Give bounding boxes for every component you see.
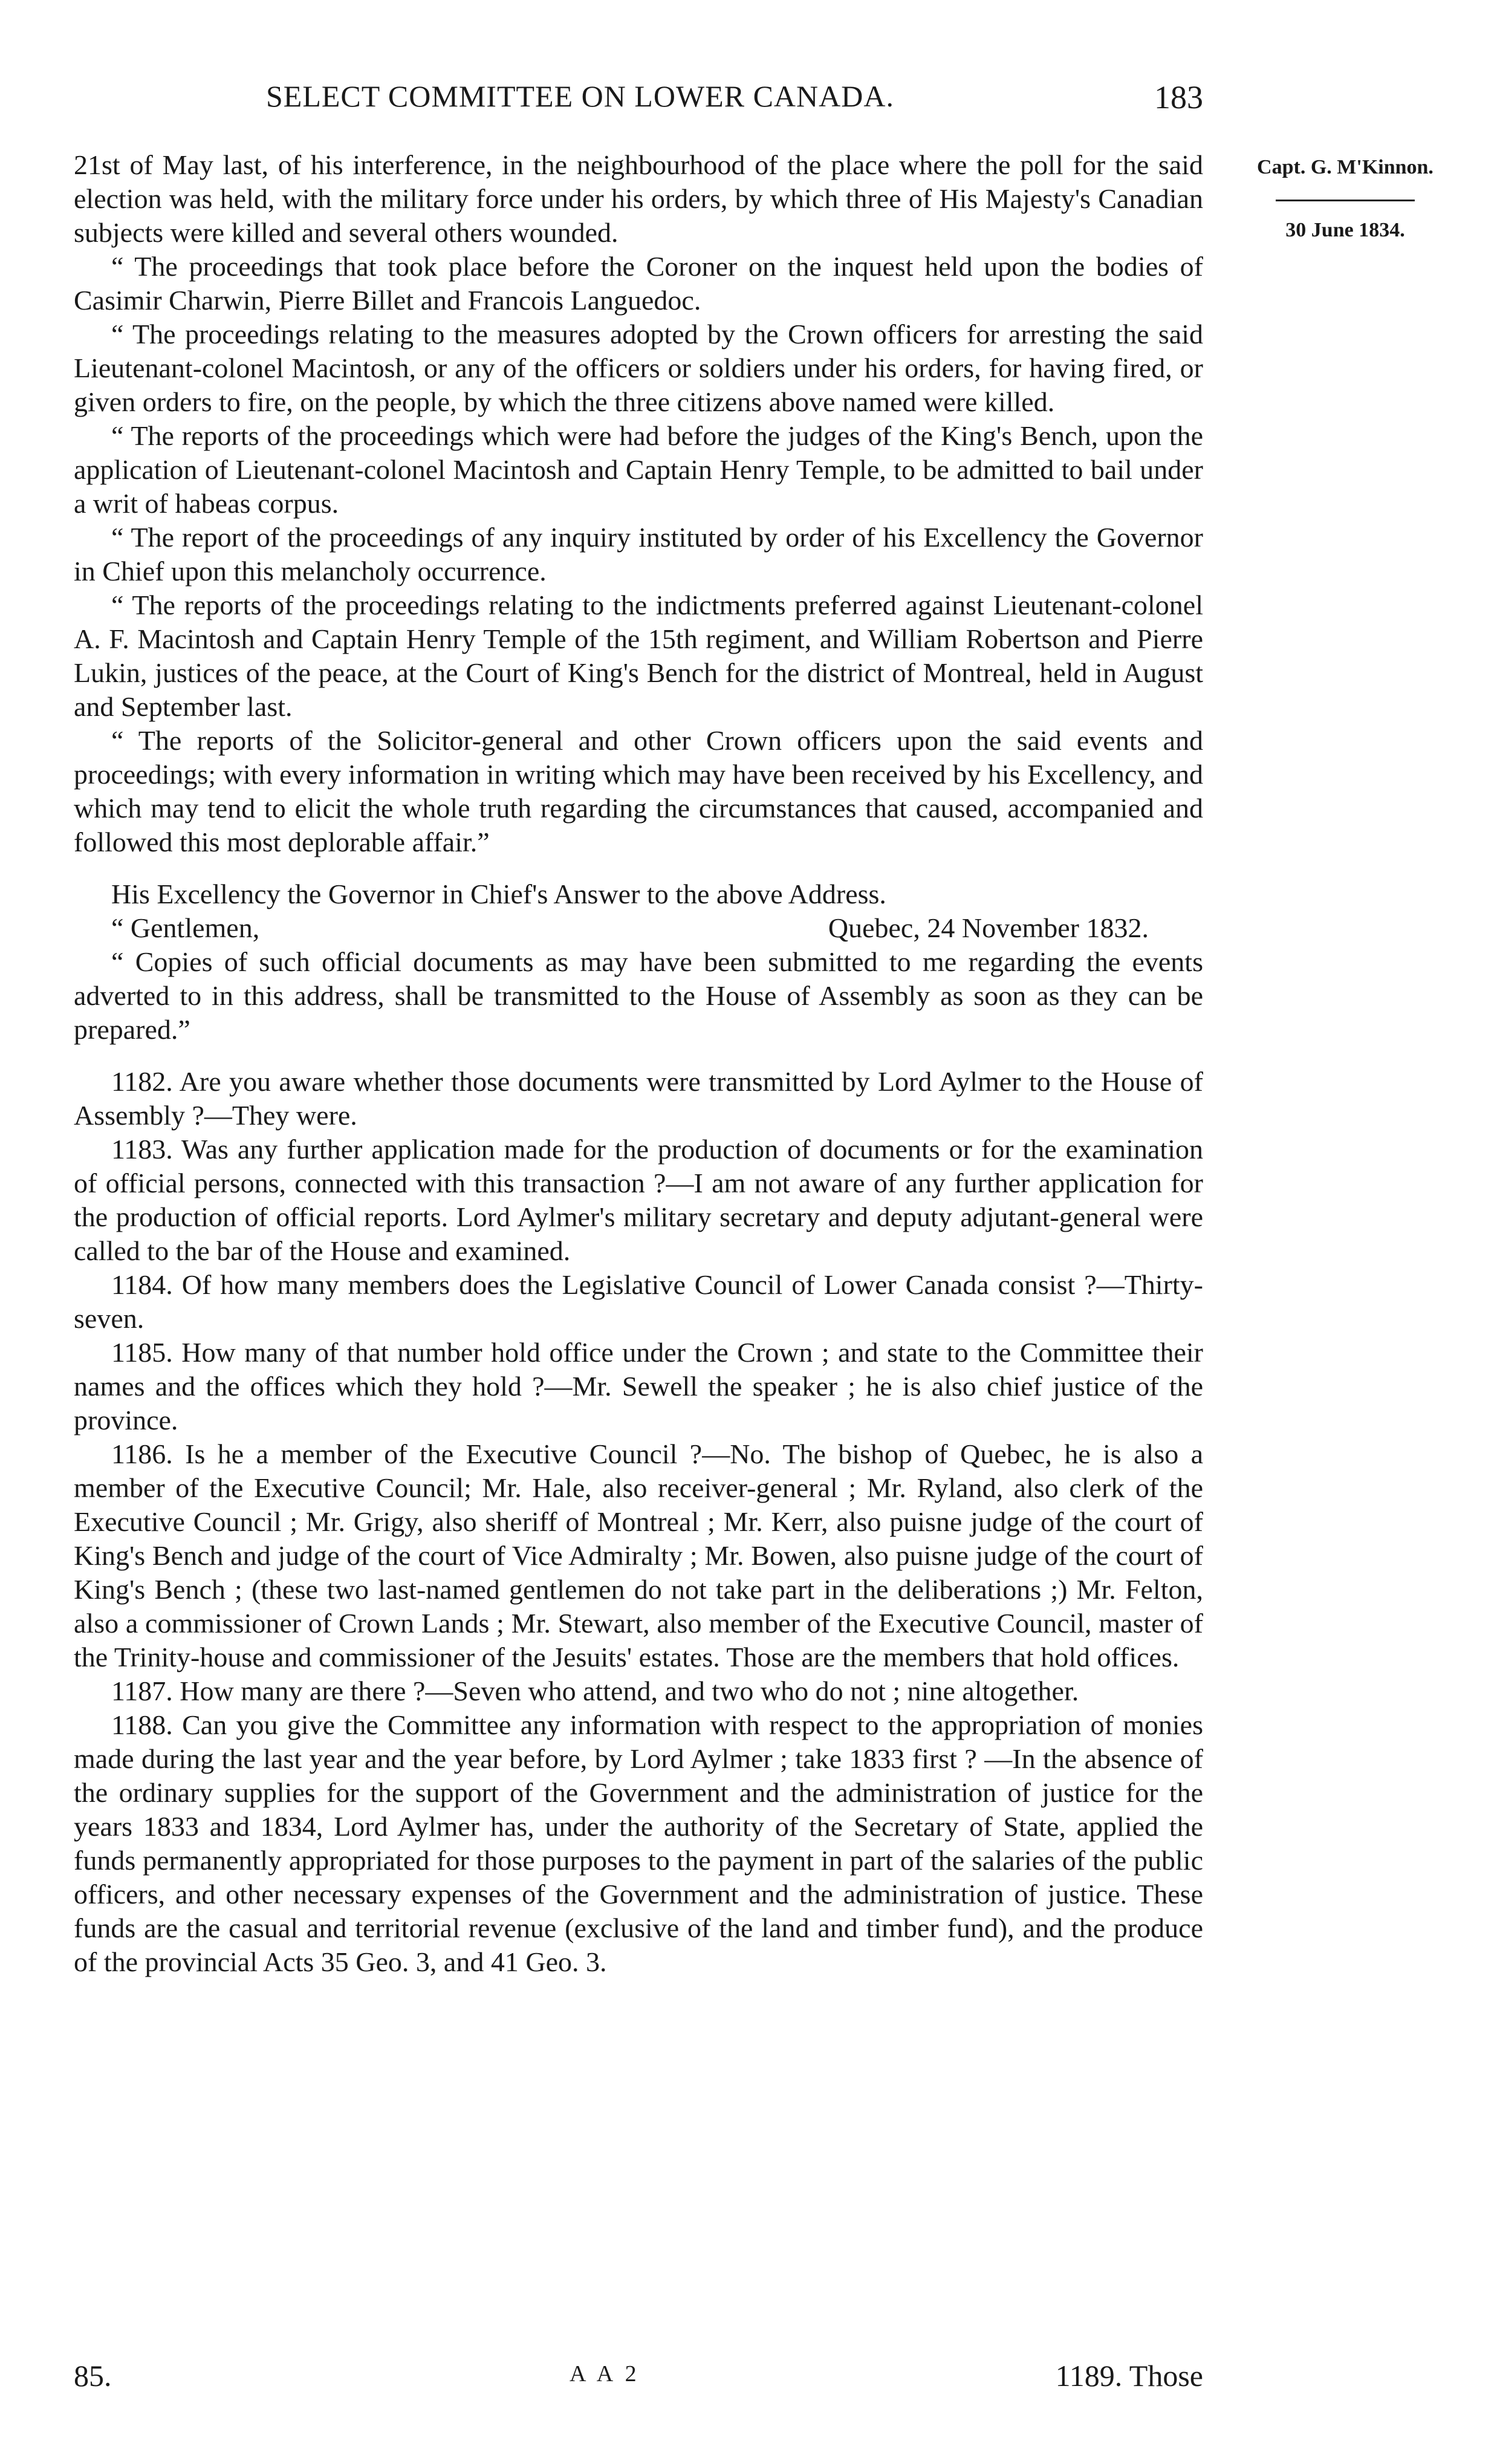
question-1186: 1186. Is he a member of the Executive Council ?—No. The bishop of Quebec, he is also a member of the Executive Council; Mr. Hale, also receiver-general ; Mr. Ryland, also clerk of the Executive Council ; Mr. Grigy, also sheriff of Montreal ; Mr. Kerr, also puisne judge of the court of King's Bench and judge of the court of Vice Admiralty ; Mr. Bowen, also puisne judge of the court of King's Bench ; (these two last-named gentlemen do not take part in the deliberations ;) Mr. Felton, also a commissioner of Crown Lands ; Mr. Stewart, also member of the Executive Council, master of the Trinity-house and commissioner of the Jesuits' estates. Those are the members that hold offices. <box>74 1438 1203 1672</box>
header-title: SELECT COMMITTEE ON LOWER CANADA. <box>266 79 894 113</box>
address-item-solicitor-general: “ The reports of the Solicitor-general and other Crown officers upon the said events and proceedings; with every information in writing which may have been received by his Excellency, and which may tend to elicit the whole truth regarding the circumstances that caused, accompanied and followed this most deplorable affair.” <box>74 725 1203 857</box>
main-text <box>74 148 1203 1979</box>
paragraph-continued: 21st of May last, of his interference, in the neighbourhood of the place where the poll for the said election was held, with the military force under his orders, by which three of His Majesty's Canadian subjects were killed and several others wounded. <box>74 149 1203 248</box>
catchword: 1189. Those <box>1055 2359 1203 2393</box>
address-item-indictments: “ The reports of the proceedings relating to the indictments preferred against Lieutenant-colonel A. F. Macintosh and Captain Henry Temple of the 15th regiment, and William Robertson and Pierre Lukin, justices of the peace, at the Court of King's Bench for the district of Montreal, held in August and September last. <box>74 590 1203 722</box>
question-1187: 1187. How many are there ?—Seven who attend, and two who do not ; nine altogether. <box>111 1676 1079 1706</box>
question-1188: 1188. Can you give the Committee any information with respect to the appropriation of monies made during the last year and the year before, by Lord Aylmer ; take 1833 first ? —In the absence of the ordinary supplies for the support of the Government and the administration of justice for the years 1833 and 1834, Lord Aylmer has, under the authority of the Secretary of State, applied the funds permanently appropriated for those purposes to the payment in part of the salaries of the public officers, and other necessary expenses of the Government and the administration of justice. These funds are the casual and territorial revenue (exclusive of the land and timber fund), and the produce of the provincial Acts 35 Geo. 3, and 41 Geo. 3. <box>74 1709 1203 1977</box>
question-1184: 1184. Of how many members does the Legislative Council of Lower Canada consist ?—Thirty-seven. <box>74 1269 1203 1334</box>
page-footer <box>74 2358 1203 2401</box>
margin-note-witness: Capt. G. M'Kinnon. <box>1257 156 1433 178</box>
margin-note-date: 30 June 1834. <box>1285 219 1405 241</box>
address-item-crown-measures: “ The proceedings relating to the measures adopted by the Crown officers for arresting the said Lieutenant-colonel Macintosh, or any of the officers or soldiers under his orders, for having fired, or given orders to fire, on the people, by which the three citizens above named were killed. <box>74 319 1203 417</box>
answer-text: “ Copies of such official documents as may have been submitted to me regarding the events adverted to in this address, shall be transmitted to the House of Assembly as soon as they can be prepared.” <box>74 946 1203 1045</box>
page-number: 183 <box>1154 79 1203 115</box>
margin-note-rule <box>1276 200 1415 201</box>
address-item-governor-inquiry: “ The report of the proceedings of any inquiry instituted by order of his Excellency the Governor in Chief upon this melancholy occurrence. <box>74 522 1203 587</box>
salutation-gentlemen: “ Gentlemen, <box>111 912 260 943</box>
sheet-mark: A A 2 <box>570 2361 640 2387</box>
question-1185: 1185. How many of that number hold office under the Crown ; and state to the Committee their names and the offices which they hold ?—Mr. Sewell the speaker ; he is also chief justice of the province. <box>74 1337 1203 1435</box>
answer-heading: His Excellency the Governor in Chief's Answer to the above Address. <box>111 879 886 909</box>
answer-salutation <box>74 911 1203 945</box>
question-1183: 1183. Was any further application made for the production of documents or for the examination of official persons, connected with this transaction ?—I am not aware of any further application for the production of official reports. Lord Aylmer's military secretary and deputy adjutant-general were called to the bar of the House and examined. <box>74 1134 1203 1266</box>
running-header <box>266 79 1203 121</box>
signature-number: 85. <box>74 2359 112 2393</box>
address-item-kings-bench: “ The reports of the proceedings which were had before the judges of the King's Bench, upon the application of Lieutenant-colonel Macintosh and Captain Henry Temple, to be admitted to bail under a writ of habeas corpus. <box>74 420 1203 519</box>
question-1182: 1182. Are you aware whether those documents were transmitted by Lord Aylmer to the House of Assembly ?—They were. <box>74 1066 1203 1131</box>
salutation-place-date: Quebec, 24 November 1832. <box>828 912 1149 943</box>
address-item-coroner: “ The proceedings that took place before the Coroner on the inquest held upon the bodies of Casimir Charwin, Pierre Billet and Francois Languedoc. <box>74 251 1203 316</box>
